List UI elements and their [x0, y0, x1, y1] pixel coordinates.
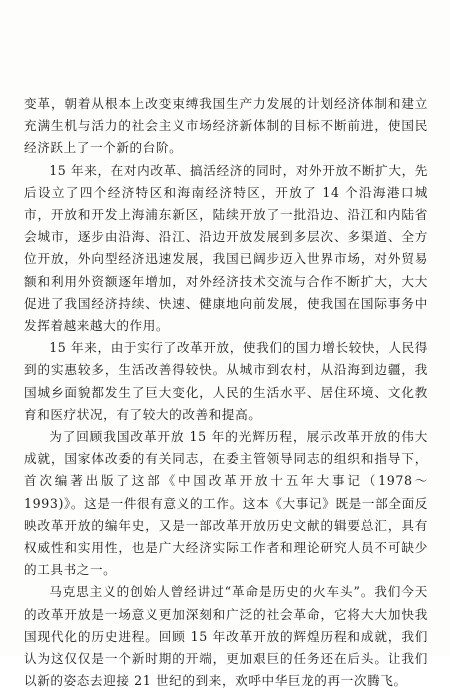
paragraph-2: 15 年来，在对内改革、搞活经济的同时，对外开放不断扩大，先后设立了四个经济特区和海南经济特区，开放了 14 个沿海港口城市，开放和开发上海浦东新区，陆续开放了一批沿边、沿江和内陆省会城市，逐步由沿海、沿江、沿边开放发展到多层次、多渠道、全方位开放，外向型经济迅速发展，我国已阔步迈入世界市场，对外贸易额和利用外资额逐年增加，对外经济技术交流与合作不断扩大，大大促进了我国经济持续、快速、健康地向前发展，使我国在国际事务中发挥着越来越大的作用。 [24, 162, 428, 334]
body-text [24, 93, 428, 692]
paragraph-3: 15 年来，由于实行了改革开放，使我们的国力增长较快，人民得到的实惠较多，生活改善得较快。从城市到农村，从沿海到边疆，我国城乡面貌都发生了巨大变化，人民的生活水平、居住环境、文化教育和医疗状况，有了较大的改善和提高。 [24, 340, 428, 422]
paragraph-5: 马克思主义的创始人曾经讲过“革命是历史的火车头”。我们今天的改革开放是一场意义更加深刻和广泛的社会革命，它将大大加快我国现代化的历史进程。回顾 15 年改革开放的辉煌历程和成就，我们认为这仅仅是一个新时期的开端，更加艰巨的任务还在后头。让我们以新的姿态去迎接 21 世纪的到来，欢呼中华巨龙的再一次腾飞。 [24, 584, 428, 689]
paragraph-1: 变革，朝着从根本上改变束缚我国生产力发展的计划经济体制和建立充满生机与活力的社会主义市场经济新体制的目标不断前进，使国民经济跃上了一个新的台阶。 [24, 96, 428, 156]
paragraph-4: 为了回顾我国改革开放 15 年的光辉历程，展示改革开放的伟大成就，国家体改委的有关同志，在委主管领导同志的组织和指导下，首次编著出版了这部《中国改革开放十五年大事记（1978～1993)》。这是一件很有意义的工作。这本《大事记》既是一部全面反映改革开放的编年史，又是一部改革开放历史文献的辑要总汇，具有权威性和实用性，也是广大经济实际工作者和理论研究人员不可缺少的工具书之一。 [24, 429, 428, 578]
